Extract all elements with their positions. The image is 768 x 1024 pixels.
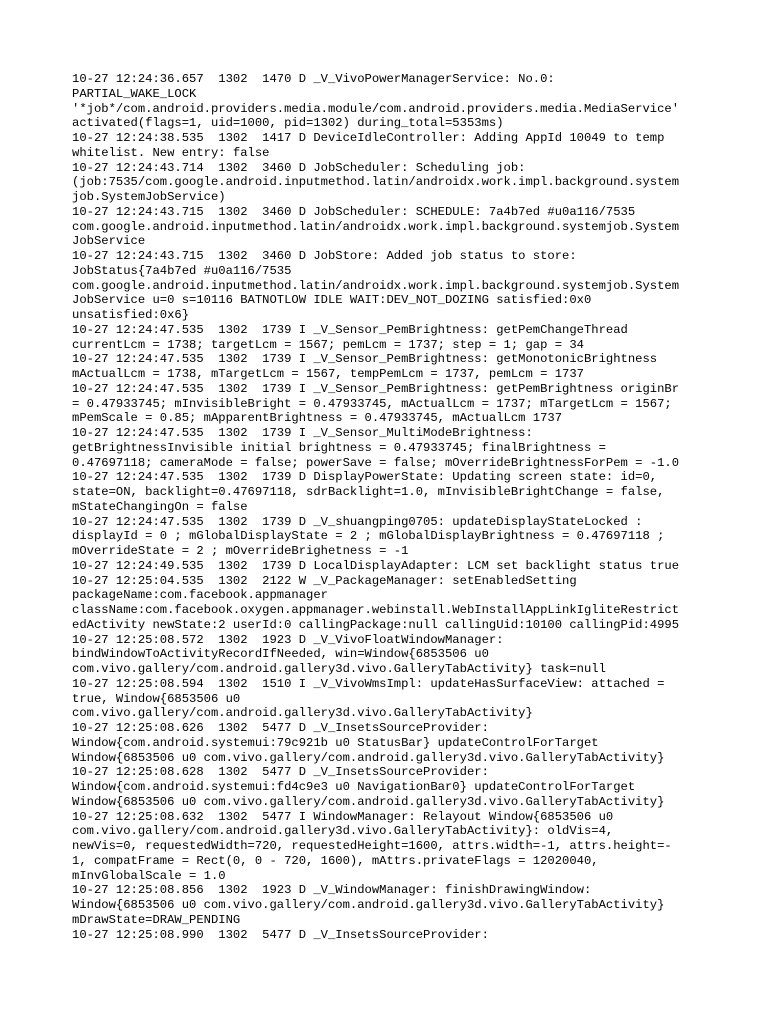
log-line: com.google.android.inputmethod.latin/androidx.work.impl.background.systemjob.System — [72, 278, 680, 293]
log-line: mStateChangingOn = false — [72, 499, 248, 514]
log-text-block — [72, 72, 712, 942]
log-line: Window{6853506 u0 com.vivo.gallery/com.android.gallery3d.vivo.GalleryTabActivity} — [72, 794, 665, 809]
log-line: 10-27 12:24:47.535 1302 1739 I _V_Sensor_PemBrightness: getPemBrightness originBr — [72, 381, 680, 396]
log-line: mInvGlobalScale = 1.0 — [72, 868, 226, 883]
log-line: '*job*/com.android.providers.media.module/com.android.providers.media.MediaService' — [72, 101, 680, 116]
log-line: mActualLcm = 1738, mTargetLcm = 1567, tempPemLcm = 1737, pemLcm = 1737 — [72, 367, 584, 381]
log-line: 10-27 12:25:08.572 1302 1923 D _V_VivoFloatWindowManager: — [72, 632, 504, 647]
log-line: 10-27 12:25:08.626 1302 5477 D _V_InsetsSourceProvider: — [72, 721, 489, 735]
log-line: 10-27 12:24:47.535 1302 1739 I _V_Sensor_MultiModeBrightness: — [72, 426, 533, 440]
log-line: packageName:com.facebook.appmanager — [72, 588, 328, 603]
log-line: 0.47697118; cameraMode = false; powerSave = false; mOverrideBrightnessForPem = -1.0 — [72, 455, 680, 470]
log-line: Window{com.android.systemui:fd4c9e3 u0 NavigationBar0} updateControlForTarget — [72, 780, 636, 794]
log-line: com.vivo.gallery/com.android.gallery3d.vivo.GalleryTabActivity} — [72, 706, 533, 721]
log-line: newVis=0, requestedWidth=720, requestedHeight=1600, attrs.width=-1, attrs.height=- — [72, 839, 672, 853]
log-line: Window{com.android.systemui:79c921b u0 StatusBar} updateControlForTarget — [72, 735, 599, 750]
log-line: displayId = 0 ; mGlobalDisplayState = 2 ; mGlobalDisplayBrightness = 0.47697118 ; — [72, 529, 665, 544]
log-line: 10-27 12:24:47.535 1302 1739 I _V_Sensor_PemBrightness: getMonotonicBrightness — [72, 352, 658, 367]
log-line: 10-27 12:25:08.990 1302 5477 D _V_InsetsSourceProvider: — [72, 927, 489, 942]
log-line: mOverrideState = 2 ; mOverrideBrighetness = -1 — [72, 544, 409, 558]
log-line: Window{6853506 u0 com.vivo.gallery/com.android.gallery3d.vivo.GalleryTabActivity} — [72, 898, 665, 912]
log-line: mDrawState=DRAW_PENDING — [72, 912, 241, 927]
log-line: mPemScale = 0.85; mApparentBrightness = 0.47933745, mActualLcm 1737 — [72, 411, 563, 426]
log-line: state=ON, backlight=0.47697118, sdrBacklight=1.0, mInvisibleBrightChange = false, — [72, 485, 665, 499]
log-line: 10-27 12:24:49.535 1302 1739 D LocalDisplayAdapter: LCM set backlight status true — [72, 558, 680, 573]
log-line: 10-27 12:25:04.535 1302 2122 W _V_PackageManager: setEnabledSetting — [72, 573, 577, 588]
log-line: 10-27 12:24:43.715 1302 3460 D JobStore: Added job status to store: — [72, 249, 577, 263]
log-line: bindWindowToActivityRecordIfNeeded, win=Window{6853506 u0 — [72, 647, 489, 662]
log-line: 10-27 12:25:08.594 1302 1510 I _V_VivoWmsImpl: updateHasSurfaceView: attached = — [72, 676, 665, 691]
log-line: 10-27 12:25:08.628 1302 5477 D _V_InsetsSourceProvider: — [72, 765, 489, 780]
log-line: 10-27 12:24:43.715 1302 3460 D JobScheduler: SCHEDULE: 7a4b7ed #u0a116/7535 — [72, 204, 636, 219]
log-line: 10-27 12:24:43.714 1302 3460 D JobScheduler: Scheduling job: — [72, 160, 526, 175]
log-line: 10-27 12:24:47.535 1302 1739 D DisplayPowerState: Updating screen state: id=0, — [72, 470, 658, 485]
log-line: JobService — [72, 234, 146, 249]
log-line: className:com.facebook.oxygen.appmanager.webinstall.WebInstallAppLinkIgliteRestrict — [72, 603, 680, 617]
log-line: unsatisfied:0x6} — [72, 308, 190, 322]
log-line: true, Window{6853506 u0 — [72, 691, 241, 706]
log-line: edActivity newState:2 userId:0 callingPackage:null callingUid:10100 callingPid:4995 — [72, 617, 680, 632]
log-line: com.google.android.inputmethod.latin/androidx.work.impl.background.systemjob.System — [72, 219, 680, 234]
log-line: job.SystemJobService) — [72, 190, 226, 204]
log-line: getBrightnessInvisible initial brightness = 0.47933745; finalBrightness = — [72, 440, 606, 455]
log-line: PARTIAL_WAKE_LOCK — [72, 86, 197, 101]
log-line: (job:7535/com.google.android.inputmethod.latin/androidx.work.impl.background.system — [72, 175, 680, 190]
log-line: 10-27 12:25:08.856 1302 1923 D _V_WindowManager: finishDrawingWindow: — [72, 883, 592, 898]
log-line: 1, compatFrame = Rect(0, 0 - 720, 1600), mAttrs.privateFlags = 12020040, — [72, 853, 599, 868]
log-line: com.vivo.gallery/com.android.gallery3d.vivo.GalleryTabActivity} task=null — [72, 662, 606, 676]
log-line: currentLcm = 1738; targetLcm = 1567; pemLcm = 1737; step = 1; gap = 34 — [72, 337, 584, 352]
log-line: activated(flags=1, uid=1000, pid=1302) during_total=5353ms) — [72, 116, 504, 131]
log-line: 10-27 12:25:08.632 1302 5477 I WindowManager: Relayout Window{6853506 u0 — [72, 809, 614, 824]
log-line: whitelist. New entry: false — [72, 145, 270, 160]
log-line: JobStatus{7a4b7ed #u0a116/7535 — [72, 263, 292, 278]
log-line: 10-27 12:24:38.535 1302 1417 D DeviceIdleController: Adding AppId 10049 to temp — [72, 131, 665, 145]
log-line: 10-27 12:24:47.535 1302 1739 D _V_shuangping0705: updateDisplayStateLocked : — [72, 514, 643, 529]
log-line: = 0.47933745; mInvisibleBright = 0.47933745, mActualLcm = 1737; mTargetLcm = 1567; — [72, 396, 672, 411]
log-line: 10-27 12:24:47.535 1302 1739 I _V_Sensor_PemBrightness: getPemChangeThread — [72, 322, 628, 337]
log-line: Window{6853506 u0 com.vivo.gallery/com.android.gallery3d.vivo.GalleryTabActivity} — [72, 750, 665, 765]
log-line: JobService u=0 s=10116 BATNOTLOW IDLE WAIT:DEV_NOT_DOZING satisfied:0x0 — [72, 293, 592, 308]
log-line: 10-27 12:24:36.657 1302 1470 D _V_VivoPowerManagerService: No.0: — [72, 72, 555, 86]
log-line: com.vivo.gallery/com.android.gallery3d.vivo.GalleryTabActivity}: oldVis=4, — [72, 824, 614, 839]
